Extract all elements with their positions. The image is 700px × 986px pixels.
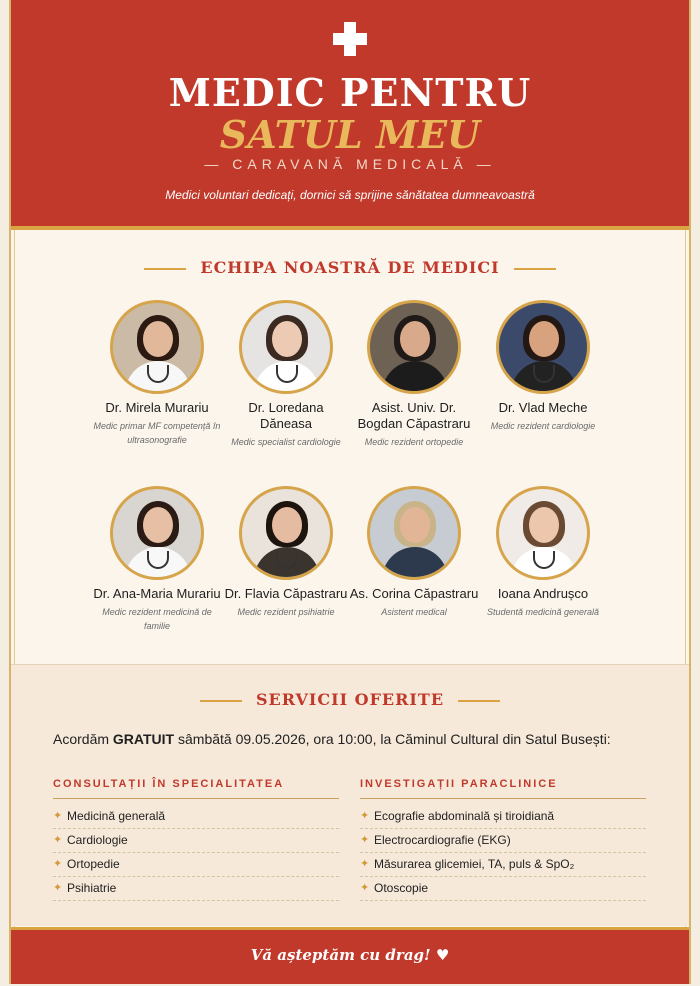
doctor-name: Dr. Vlad Meche [498,400,588,415]
doctor-role: Medic rezident medicină de familie [102,607,212,631]
list-item: ✦ Electrocardiografie (EKG) [360,829,646,853]
doctor-name: Dr. Mirela Murariu [105,400,209,415]
list-item: ✦ Măsurarea glicemiei, TA, puls & SpO₂ [360,853,646,877]
team-title-text: ECHIPA NOASTRĂ DE MEDICI [200,258,500,277]
doctor-card [349,300,479,449]
investigations-title: INVESTIGAȚII PARACLINICE [360,778,646,799]
star-bullet-icon: ✦ [53,834,63,846]
list-item: ✦ Psihiatrie [53,877,339,901]
intro-suffix: sâmbătă 09.05.2026, ora 10:00, la Căminul Cultural din Satul Busești: [174,731,611,747]
investigations-column [360,778,646,901]
doctor-role: Medic rezident ortopedie [364,437,464,447]
doctor-name: Dr. Flavia Căpastraru [224,586,348,601]
title-line-1: MEDIC PENTRU [168,70,532,115]
title-line-2: SATUL MEU [219,112,481,157]
header-gold-line [11,226,689,230]
doctor-role: Medic specialist cardiologie [231,437,341,447]
doctor-role: Medic rezident psihiatrie [237,607,335,617]
list-item: ✦ Cardiologie [53,829,339,853]
doctor-photo [367,486,461,580]
doctor-card [221,300,351,449]
title-divider-right [458,700,500,702]
star-bullet-icon: ✦ [360,810,370,822]
doctor-card [92,486,222,633]
doctor-role: Medic primar MF competență în ultrasonografie [93,421,221,445]
star-bullet-icon: ✦ [360,882,370,894]
doctor-card [478,486,608,619]
team-section-title [0,258,700,277]
list-item: ✦ Ortopedie [53,853,339,877]
doctor-card [221,486,351,619]
consultations-title: CONSULTAȚII ÎN SPECIALITATEA [53,778,339,799]
doctor-photo [110,300,204,394]
footer-banner [11,927,689,984]
doctor-photo [496,300,590,394]
doctor-photo [110,486,204,580]
doctor-name: Dr. Loredana Dăneasa [248,400,324,431]
doctor-photo [367,300,461,394]
list-item: ✦ Medicină generală [53,805,339,829]
doctor-photo [239,300,333,394]
star-bullet-icon: ✦ [360,858,370,870]
star-bullet-icon: ✦ [53,810,63,822]
doctor-photo [239,486,333,580]
doctor-card [92,300,222,447]
list-item: ✦ Ecografie abdominală și tiroidiană [360,805,646,829]
medical-cross-icon [333,22,367,56]
star-bullet-icon: ✦ [53,858,63,870]
doctor-name: As. Corina Căpastraru [349,586,479,601]
services-title-text: SERVICII OFERITE [255,690,445,709]
doctor-name: Dr. Ana-Maria Murariu [93,586,221,601]
doctor-photo [496,486,590,580]
tagline: Medici voluntari dedicați, dornici să sprijine sănătatea dumneavoastră [165,188,535,202]
doctor-name: Asist. Univ. Dr. Bogdan Căpastraru [357,400,471,431]
doctor-role: Medic rezident cardiologie [490,421,596,431]
services-intro [53,731,673,747]
intro-free-label: GRATUIT [112,731,175,747]
doctor-role: Studentă medicină generală [486,607,600,617]
title-divider-left [144,268,186,270]
star-bullet-icon: ✦ [53,882,63,894]
consultations-list [53,805,339,901]
services-section-title [0,690,700,709]
subtitle: — CARAVANĂ MEDICALĂ — [204,156,496,172]
list-item: ✦ Otoscopie [360,877,646,901]
doctor-name: Ioana Andrușco [497,586,589,601]
intro-prefix: Acordăm [53,731,113,747]
doctor-role: Asistent medical [381,607,447,617]
title-divider-left [200,700,242,702]
doctor-card [349,486,479,619]
consultations-column [53,778,339,901]
doctor-card [478,300,608,433]
footer-text: Vă așteptăm cu drag! ♥ [250,946,450,964]
star-bullet-icon: ✦ [360,834,370,846]
title-divider-right [514,268,556,270]
investigations-list [360,805,646,901]
